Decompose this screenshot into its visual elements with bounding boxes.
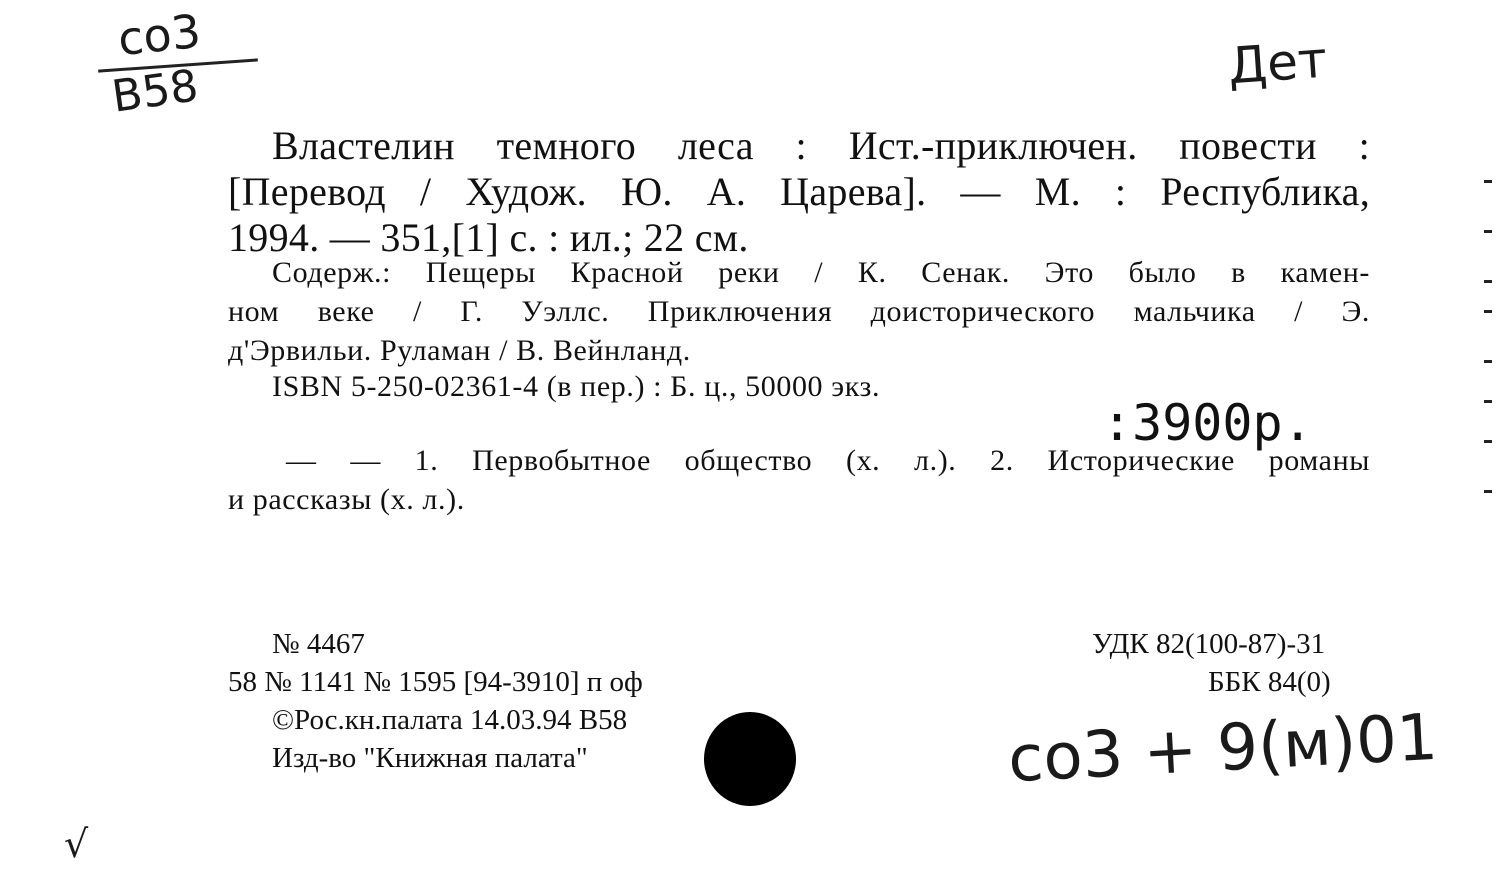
punch-hole [704, 712, 796, 806]
footer-publisher: Изд-во "Книжная палата" [272, 742, 588, 774]
isbn-line: ISBN 5-250-02361-4 (в пер.) : Б. ц., 50000 экз. [272, 370, 881, 403]
contents-line-2: ном веке / Г. Уэллс. Приключения доисторического мальчика / Э. [228, 295, 1370, 328]
bbk-code: ББК 84(0) [1208, 666, 1331, 698]
footer-copyright: ©Рос.кн.палата 14.03.94 В58 [272, 704, 628, 736]
footer-number: № 4467 [272, 628, 365, 660]
handwritten-note: со3 + 9(м)01 [1006, 700, 1440, 798]
department-mark: Дет [1226, 30, 1329, 96]
scan-edge-marks [1482, 160, 1496, 520]
contents-line-1: Содерж.: Пещеры Красной реки / К. Сенак. Это было в камен- [272, 256, 1370, 289]
shelf-code-bottom: В58 [108, 60, 202, 123]
price-stamp: :3900р. [1102, 394, 1313, 452]
title-line-1: Властелин темного леса : Ист.-приключен. повести : [272, 123, 1370, 168]
subject-line-2: и рассказы (х. л.). [228, 483, 465, 516]
title-line-2: [Перевод / Худож. Ю. А. Царева]. — М. : Республика, [228, 169, 1370, 214]
check-mark-icon: √ [64, 822, 89, 866]
subject-line-1: — — 1. Первобытное общество (х. л.). 2. Исторические романы [286, 444, 1370, 477]
contents-line-3: д'Эрвильи. Руламан / В. Вейнланд. [228, 334, 691, 367]
shelf-code-top: со3 [115, 3, 204, 67]
footer-registry: 58 № 1141 № 1595 [94-3910] п оф [228, 666, 643, 698]
udk-code: УДК 82(100-87)-31 [1092, 628, 1326, 660]
title-line-3: 1994. — 351,[1] с. : ил.; 22 см. [228, 215, 749, 260]
